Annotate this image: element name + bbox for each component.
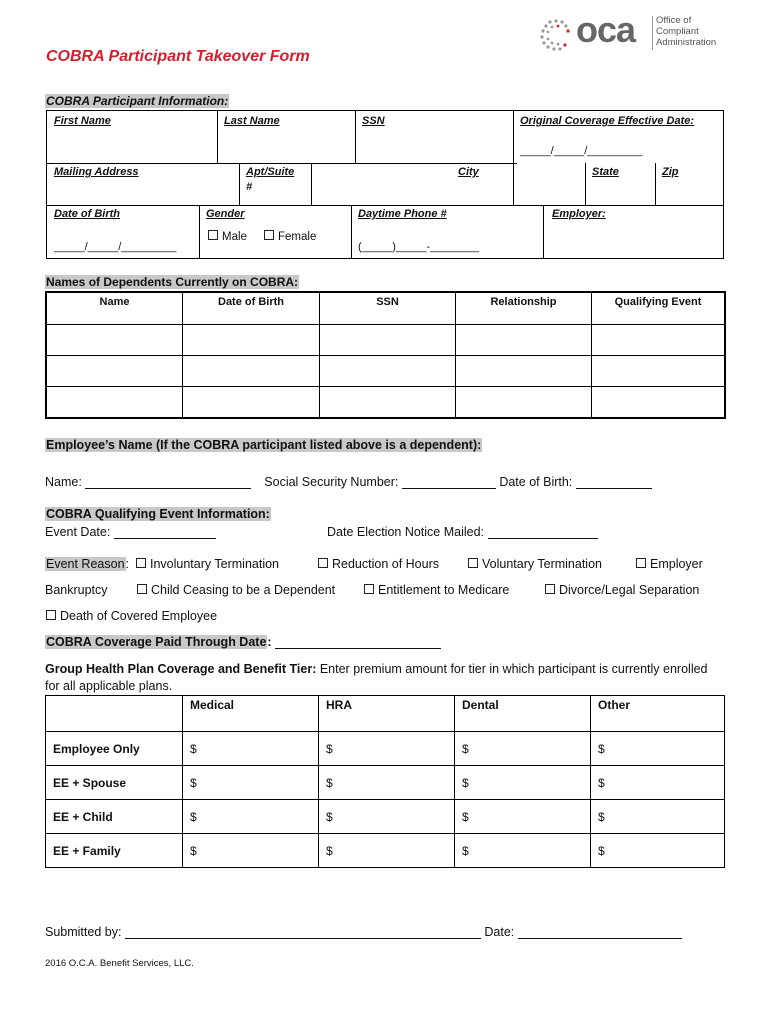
premium-cell[interactable]: $ (319, 732, 455, 766)
state-label: State (592, 166, 619, 178)
submitted-by-label: Submitted by: (45, 925, 122, 939)
notice-mailed-label: Date Election Notice Mailed: (327, 525, 485, 539)
event-reason-label: Event Reason (46, 557, 125, 571)
checkbox-icon[interactable] (318, 558, 328, 568)
reason-bankruptcy-text: Bankruptcy (45, 583, 108, 597)
mailing-address-label: Mailing Address (54, 166, 139, 178)
tier-employee-only: Employee Only (46, 732, 183, 766)
premium-table (45, 695, 725, 868)
premium-cell[interactable]: $ (455, 800, 591, 834)
participant-info-grid (46, 110, 724, 259)
premium-col-other: Other (591, 696, 725, 732)
employee-ssn-field[interactable] (402, 476, 496, 489)
checkbox-icon[interactable] (364, 584, 374, 594)
dep-col-qualifying-event: Qualifying Event (592, 292, 726, 325)
notice-mailed-field[interactable] (488, 526, 598, 539)
ssn-label: SSN (362, 115, 385, 127)
premium-header-row (46, 696, 725, 732)
premium-cell[interactable]: $ (455, 766, 591, 800)
event-date-label: Event Date: (45, 525, 111, 539)
checkbox-icon[interactable] (636, 558, 646, 568)
table-row (46, 800, 725, 834)
apt-suite-label: Apt/Suite (246, 166, 295, 178)
logo-line-1: Office of (656, 15, 692, 26)
page-title: COBRA Participant Takeover Form (46, 48, 310, 65)
table-row (46, 732, 725, 766)
daytime-phone-label: Daytime Phone # (358, 208, 447, 220)
participant-section-heading: COBRA Participant Information: (46, 94, 229, 108)
original-coverage-date-field[interactable]: _____/_____/_________ (520, 145, 643, 157)
reason-voluntary[interactable]: Voluntary Termination (468, 557, 602, 571)
table-row (46, 834, 725, 868)
logo-mark: oca (576, 9, 636, 50)
gender-male-option[interactable]: Male (208, 230, 247, 243)
plan-heading: Group Health Plan Coverage and Benefit Tier: (45, 662, 317, 676)
dep-col-name: Name (46, 292, 183, 325)
premium-cell[interactable]: $ (319, 766, 455, 800)
tier-ee-spouse: EE + Spouse (46, 766, 183, 800)
premium-cell[interactable]: $ (591, 834, 725, 868)
table-row[interactable] (46, 325, 725, 356)
submitted-by-field[interactable] (125, 926, 481, 939)
dep-col-ssn: SSN (320, 292, 456, 325)
reason-medicare[interactable]: Entitlement to Medicare (364, 583, 509, 597)
submit-date-field[interactable] (518, 926, 682, 939)
premium-cell[interactable]: $ (319, 834, 455, 868)
reason-divorce[interactable]: Divorce/Legal Separation (545, 583, 699, 597)
paid-through-label: COBRA Coverage Paid Through Date (46, 635, 267, 649)
premium-cell[interactable]: $ (183, 834, 319, 868)
premium-cell[interactable]: $ (183, 732, 319, 766)
premium-cell[interactable]: $ (319, 800, 455, 834)
employee-section-heading: Employee’s Name (If the COBRA participant listed above is a dependent): (46, 438, 482, 452)
plan-instruction: Enter premium amount for tier in which participant is currently enrolled for all applicable plans. (45, 662, 708, 693)
logo-line-2: Compliant (656, 26, 699, 37)
submit-date-label: Date: (484, 925, 515, 939)
employee-dob-field[interactable] (576, 476, 652, 489)
dependents-table (45, 291, 726, 419)
city-label: City (458, 166, 479, 178)
checkbox-icon[interactable] (136, 558, 146, 568)
checkbox-icon[interactable] (137, 584, 147, 594)
employee-name-field[interactable] (85, 476, 251, 489)
dob-label: Date of Birth (54, 208, 120, 220)
dep-col-relationship: Relationship (456, 292, 592, 325)
reason-involuntary[interactable]: Involuntary Termination (136, 557, 279, 571)
premium-cell[interactable]: $ (591, 800, 725, 834)
premium-cell[interactable]: $ (183, 766, 319, 800)
first-name-label: First Name (54, 115, 111, 127)
premium-cell[interactable]: $ (183, 800, 319, 834)
zip-label: Zip (662, 166, 679, 178)
checkbox-icon[interactable] (468, 558, 478, 568)
dob-field[interactable]: _____/_____/_________ (54, 241, 177, 253)
employee-ssn-label: Social Security Number: (264, 475, 399, 489)
copyright: 2016 O.C.A. Benefit Services, LLC. (45, 958, 194, 969)
dependents-section-heading: Names of Dependents Currently on COBRA: (46, 275, 299, 289)
reason-employer-bankruptcy[interactable]: Employer (636, 557, 703, 571)
reason-death[interactable]: Death of Covered Employee (46, 609, 217, 623)
premium-col-dental: Dental (455, 696, 591, 732)
table-row[interactable] (46, 387, 725, 419)
dep-col-dob: Date of Birth (183, 292, 320, 325)
female-checkbox[interactable] (264, 230, 274, 240)
premium-cell[interactable]: $ (455, 732, 591, 766)
paid-through-field[interactable] (275, 636, 441, 649)
gender-label: Gender (206, 208, 245, 220)
apt-hash-label: # (246, 181, 253, 193)
table-row[interactable] (46, 356, 725, 387)
premium-cell[interactable]: $ (591, 732, 725, 766)
checkbox-icon[interactable] (545, 584, 555, 594)
premium-cell[interactable]: $ (591, 766, 725, 800)
logo-dots-icon (538, 18, 574, 52)
event-section-heading: COBRA Qualifying Event Information: (46, 507, 270, 521)
event-date-field[interactable] (114, 526, 216, 539)
employee-name-label: Name: (45, 475, 82, 489)
premium-col-medical: Medical (183, 696, 319, 732)
employer-label: Employer: (552, 208, 606, 220)
tier-ee-family: EE + Family (46, 834, 183, 868)
table-row (46, 766, 725, 800)
male-checkbox[interactable] (208, 230, 218, 240)
logo-line-3: Administration (656, 37, 717, 48)
premium-cell[interactable]: $ (455, 834, 591, 868)
daytime-phone-field[interactable]: (_____)_____-________ (358, 241, 480, 253)
checkbox-icon[interactable] (46, 610, 56, 620)
tier-ee-child: EE + Child (46, 800, 183, 834)
original-coverage-date-label: Original Coverage Effective Date: (520, 115, 695, 127)
premium-col-hra: HRA (319, 696, 455, 732)
last-name-label: Last Name (224, 115, 280, 127)
reason-reduction-hours[interactable]: Reduction of Hours (318, 557, 439, 571)
gender-female-option[interactable]: Female (264, 230, 316, 243)
employee-dob-label: Date of Birth: (499, 475, 573, 489)
logo (538, 9, 728, 54)
reason-child-ceasing[interactable]: Child Ceasing to be a Dependent (137, 583, 335, 597)
dependents-header-row (46, 292, 725, 325)
